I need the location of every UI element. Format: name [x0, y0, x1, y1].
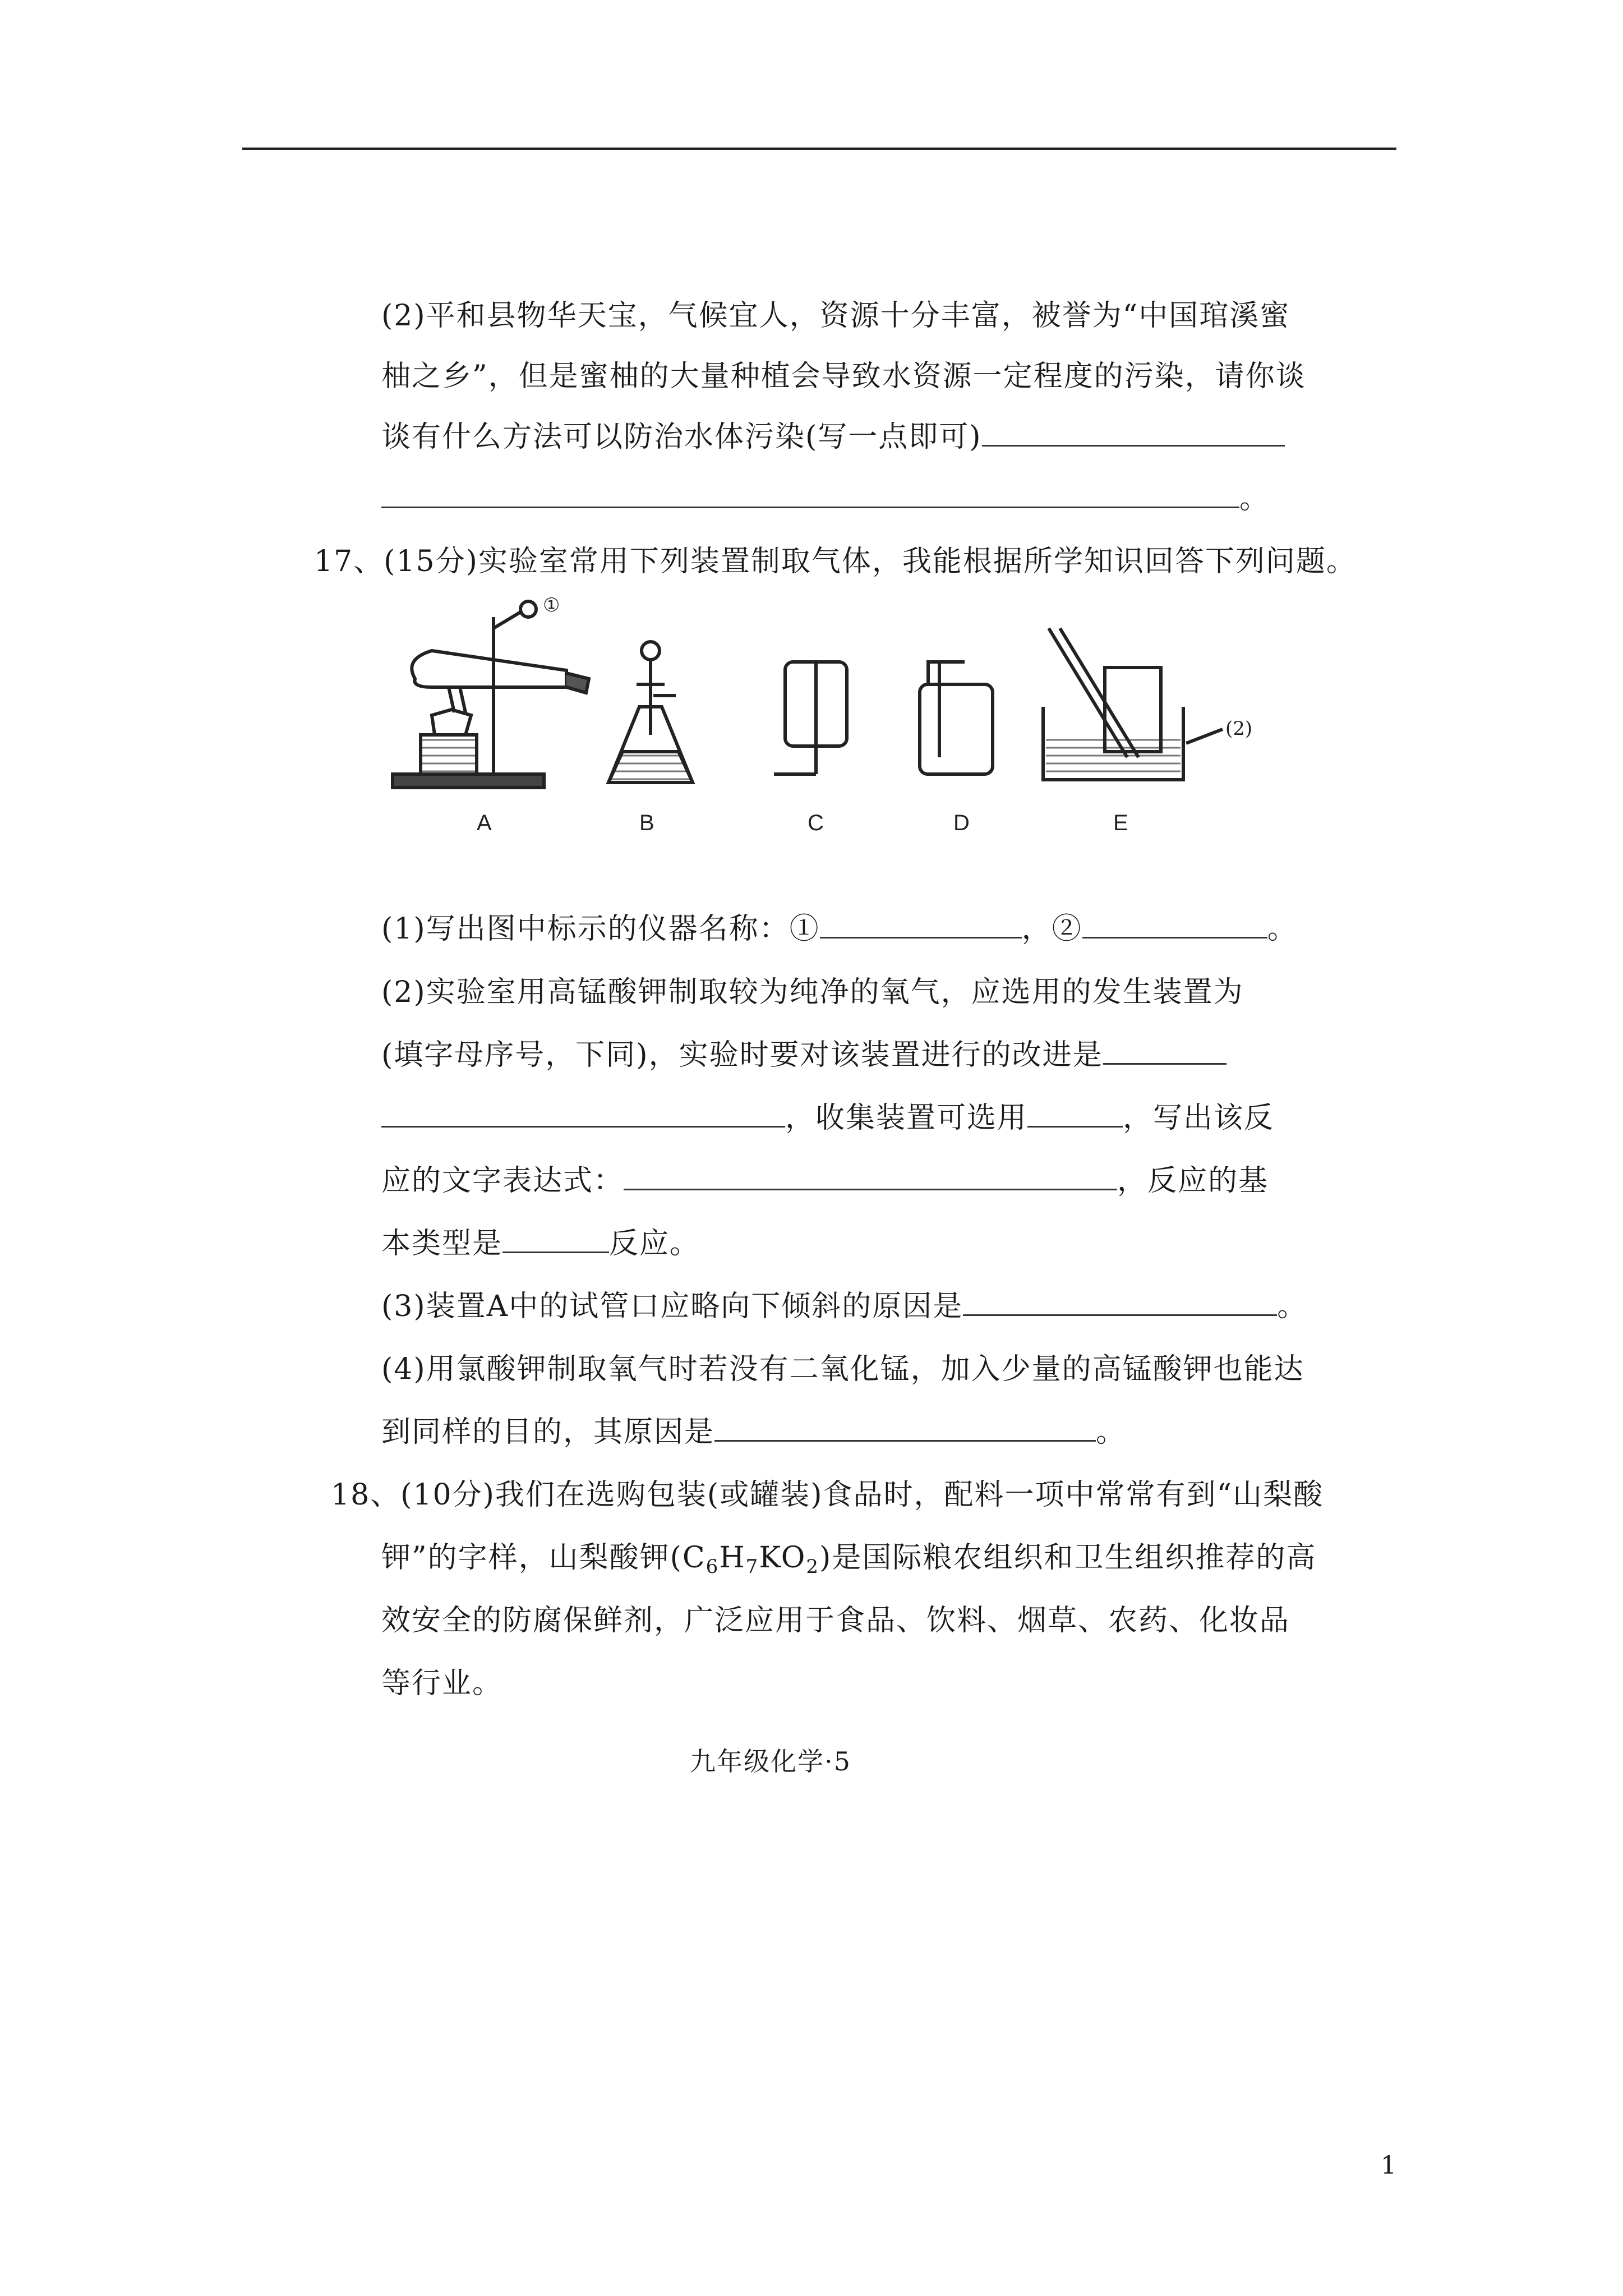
q16-answer-blank-1[interactable]	[982, 422, 1285, 447]
apparatus-A	[393, 601, 589, 788]
q17-p4-end: 。	[1096, 1415, 1127, 1449]
q17-p1-blank-1[interactable]	[820, 914, 1022, 938]
q17-p4-line-2-text: 到同样的目的，其原因是	[381, 1415, 715, 1449]
q18-line-1: 18、(10分)我们在选购包装(或罐装)食品时，配料一项中常常有到“山梨酸	[331, 1478, 1324, 1512]
formula-sub-2: 2	[806, 1556, 820, 1578]
q17-p2-line-5-post: 反应。	[609, 1227, 700, 1260]
q17-p2-line-3-end: ，写出该反	[1123, 1101, 1275, 1135]
top-rule	[242, 148, 1396, 150]
page-footer-label: 九年级化学·5	[690, 1746, 851, 1777]
q17-p2-line-4	[381, 1157, 1269, 1199]
q17-p3-blank[interactable]	[963, 1292, 1277, 1316]
apparatus-C	[768, 662, 847, 774]
q17-p2-blank-improve-2[interactable]	[381, 1103, 785, 1128]
q17-p4-line-1: (4)用氯酸钾制取氧气时若没有二氧化锰，加入少量的高锰酸钾也能达	[381, 1352, 1304, 1386]
q17-stem: 17、(15分)实验室常用下列装置制取气体，我能根据所学知识回答下列问题。	[314, 545, 1357, 578]
q18-line-2	[381, 1534, 1316, 1578]
q17-p3	[381, 1282, 1307, 1324]
q16-line-4	[381, 475, 1270, 517]
q18-line-4: 等行业。	[381, 1667, 503, 1700]
q17-p4-blank[interactable]	[714, 1418, 1096, 1442]
formula-sub-7: 7	[745, 1556, 759, 1578]
page-number: 1	[1381, 2151, 1396, 2180]
label-D: D	[953, 811, 970, 835]
apparatus-B	[608, 642, 693, 783]
apparatus-figure	[381, 595, 1267, 841]
q17-p2-line-4-text: 应的文字表达式：	[381, 1164, 624, 1198]
q18-line-2-b: )是国际粮农组织和卫生组织推荐的高	[819, 1541, 1317, 1575]
q17-p2-line-1: (2)实验室用高锰酸钾制取较为纯净的氧气，应选用的发生装置为	[381, 976, 1244, 1009]
q16-answer-blank-2[interactable]	[381, 484, 1239, 508]
q17-p3-text: (3)装置A中的试管口应略向下倾斜的原因是	[381, 1290, 963, 1323]
apparatus-D	[920, 662, 993, 774]
q17-p2-line-5	[381, 1220, 700, 1262]
q18-line-2-a: 钾”的字样，山梨酸钾(C	[381, 1541, 706, 1575]
q16-line-3	[381, 413, 1285, 455]
q17-p1-blank-2[interactable]	[1082, 914, 1267, 938]
label-B: B	[639, 811, 654, 835]
q17-p2-blank-collect[interactable]	[1027, 1103, 1123, 1128]
formula-ko: KO	[759, 1541, 806, 1575]
q17-p2-line-4-end: ，反应的基	[1117, 1164, 1269, 1198]
formula-sub-6: 6	[706, 1556, 720, 1578]
q17-p2-line-3	[381, 1094, 1274, 1136]
label-C: C	[808, 811, 824, 835]
apparatus-E	[1043, 628, 1223, 780]
q17-p1-text: (1)写出图中标示的仪器名称：①	[381, 912, 820, 946]
label-E: E	[1113, 811, 1128, 835]
q16-end-mark: 。	[1239, 482, 1270, 516]
q17-p1-sep: ，②	[1021, 912, 1082, 946]
q18-line-3: 效安全的防腐保鲜剂，广泛应用于食品、饮料、烟草、农药、化妆品	[381, 1604, 1290, 1637]
q17-p1	[381, 905, 1298, 947]
marker-2: (2)	[1225, 717, 1253, 740]
q16-line-3-text: 谈有什么方法可以防治水体污染(写一点即可)	[381, 420, 982, 454]
q16-line-2: 柚之乡”，但是蜜柚的大量种植会导致水资源一定程度的污染，请你谈	[381, 360, 1306, 393]
q17-p2-blank-equation[interactable]	[624, 1166, 1117, 1190]
label-A: A	[477, 811, 492, 835]
q16-line-1: (2)平和县物华天宝，气候宜人，资源十分丰富，被誉为“中国琯溪蜜	[381, 299, 1290, 333]
q17-p3-end: 。	[1277, 1290, 1308, 1323]
marker-1: ①	[543, 595, 560, 616]
formula-h: H	[719, 1541, 746, 1575]
q17-p2-line-3-mid: ，收集装置可选用	[785, 1101, 1028, 1135]
q17-p2-line-2-text: (填字母序号，下同)，实验时要对该装置进行的改进是	[381, 1038, 1103, 1072]
apparatus-diagram	[381, 595, 1267, 841]
q17-p2-blank-type[interactable]	[502, 1229, 609, 1253]
q17-p1-end: 。	[1267, 912, 1298, 946]
q17-p2-line-5-pre: 本类型是	[381, 1227, 503, 1260]
q17-p2-line-2	[381, 1031, 1227, 1073]
q17-p2-blank-improve-1[interactable]	[1103, 1041, 1227, 1065]
q17-p4-line-2	[381, 1408, 1126, 1450]
